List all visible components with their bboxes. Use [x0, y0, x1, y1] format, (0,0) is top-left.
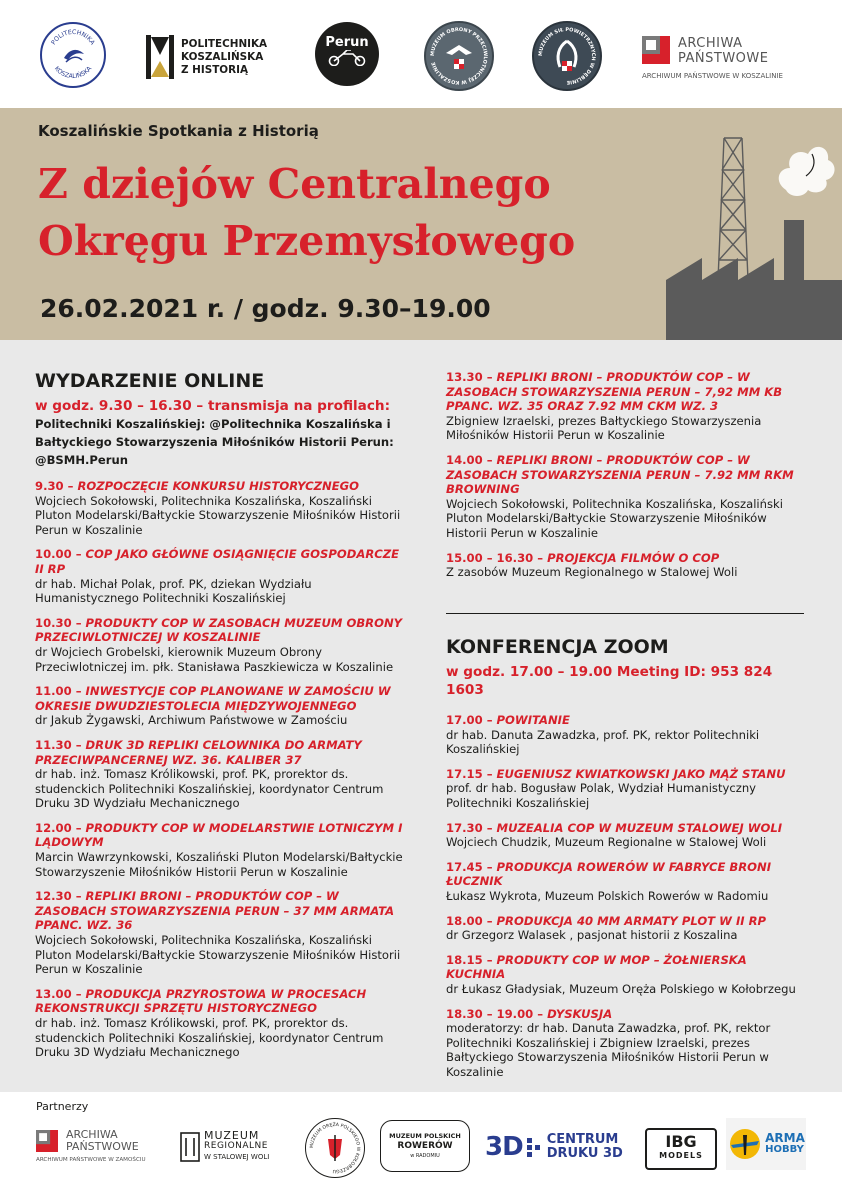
agenda-item-heading: [446, 551, 806, 566]
partner-archiwa-line2: PAŃSTWOWE: [66, 1140, 139, 1153]
agenda-item-title: MUZEALIA COP W MUZEUM STALOWEJ WOLI: [496, 820, 783, 835]
hourglass-icon: [145, 35, 175, 79]
agenda-item: [35, 889, 410, 977]
agenda-item-heading: [446, 713, 808, 728]
agenda-item: [35, 616, 410, 674]
agenda-item-heading: [35, 479, 410, 494]
agenda-item-time: 15.00 – 16.30 –: [446, 550, 548, 565]
agenda-item-title: ROZPOCZĘCIE KONKURSU HISTORYCZNEGO: [77, 479, 360, 493]
agenda-item-description: dr Wojciech Grobelski, kierownik Muzeum Obrony Przeciwlotniczej im. płk. Stanisława Paszkiewicza w Koszalinie: [35, 644, 394, 674]
agenda-item-heading: [446, 370, 806, 414]
agenda-item-time: 11.00 –: [35, 684, 86, 699]
agenda-item-title: INWESTYCJE COP PLANOWANE W ZAMOŚCIU W OKRESIE DWUDZIESTOLECIA MIĘDZYWOJENNEGO: [35, 684, 391, 713]
agenda-item-description: dr Jakub Żygawski, Archiwum Państwowe w Zamościu: [35, 713, 348, 728]
agenda-item-heading: [35, 616, 410, 645]
perun-logo: [315, 22, 379, 86]
partner-mr-sub: W STALOWEJ WOLI: [204, 1153, 270, 1161]
zoom-events-list: [446, 713, 808, 1079]
partner-arma-hobby: [726, 1118, 806, 1170]
agenda-item-time: 14.00 –: [446, 452, 497, 467]
agenda-item-heading: [35, 547, 410, 576]
archiwa-sub: ARCHIWUM PAŃSTWOWE W KOSZALINIE: [642, 72, 783, 80]
agenda-item-description: Zbigniew Izraelski, prezes Bałtyckiego Stowarzyszenia Miłośników Historii Perun w Koszalinie: [446, 413, 762, 443]
mop-ring-text: MUZEUM OBRONY PRZECIWLOTNICZEJ W KOSZALINIE: [429, 26, 489, 86]
archive-square-icon: [642, 36, 670, 64]
agenda-item-description: Wojciech Chudzik, Muzeum Regionalne w Stalowej Woli: [446, 835, 767, 850]
seal-icon: [42, 24, 104, 86]
agenda-item-heading: [446, 860, 808, 889]
agenda-item-description: dr hab. Danuta Zawadzka, prof. PK, rektor Politechniki Koszalińskiej: [446, 727, 760, 757]
online-heading: WYDARZENIE ONLINE: [35, 370, 265, 392]
svg-text:POLITECHNIKA: [50, 29, 96, 47]
agenda-item-time: 10.30 –: [35, 615, 86, 630]
online-section: [35, 370, 410, 1070]
mopk-ring-text: MUZEUM ORĘŻA POLSKIEGO W KOŁOBRZEGU: [309, 1122, 361, 1174]
agenda-item-title: REPLIKI BRONI – PRODUKTÓW COP – W ZASOBACH STOWARZYSZENIA PERUN – 37 MM ARMATA PPANC. WZ. 36: [35, 889, 395, 933]
zoom-section: [446, 636, 808, 1089]
agenda-item: [446, 370, 806, 443]
muzeum-obrony-przeciwlotniczej-logo: [424, 21, 494, 91]
pkzh-line1: POLITECHNIKA: [181, 37, 268, 50]
agenda-item-description: dr Grzegorz Walasek , pasjonat historii z Koszalina: [446, 928, 738, 943]
partner-mr-line1: MUZEUM: [204, 1129, 260, 1142]
motorcycle-icon: [325, 50, 369, 66]
title-line-2: Okręgu Przemysłowego: [38, 217, 576, 265]
partner-muzeum-rowerow: [380, 1120, 470, 1172]
agenda-item-time: 17.30 –: [446, 820, 497, 835]
agenda-item: [446, 767, 808, 811]
agenda-item-title: EUGENIUSZ KWIATKOWSKI JAKO MĄŻ STANU: [496, 766, 786, 781]
partner-ibg-models: [645, 1128, 717, 1170]
agenda-item: [446, 1007, 808, 1080]
partner-mpr-line2: ROWERÓW: [397, 1141, 453, 1151]
sword-seal-icon: [306, 1119, 364, 1177]
online-profiles: Politechniki Koszalińskiej: @Politechnika Koszalińska i Bałtyckiego Stowarzyszenia Miłośników Historii Perun: @BSMH.Perun: [35, 417, 394, 467]
partner-mr-line2: REGIONALNE: [204, 1141, 268, 1151]
archive-square-icon: [36, 1130, 58, 1152]
agenda-item: [35, 547, 410, 605]
svg-text:MUZEUM OBRONY PRZECIWLOTNICZEJ: [430, 27, 488, 85]
agenda-item-time: 17.15 –: [446, 766, 497, 781]
agenda-item: [35, 684, 410, 728]
agenda-item-heading: [35, 821, 410, 850]
agenda-item-description: Łukasz Wykrota, Muzeum Polskich Rowerów w Radomiu: [446, 888, 769, 903]
svg-text:MUZEUM SIŁ POWIETRZNYCH W DĘBL: [538, 27, 596, 85]
agenda-item-title: REPLIKI BRONI – PRODUKTÓW COP – W ZASOBACH STOWARZYSZENIA PERUN – 7,92 MM KB PPANC. WZ. 35 ORAZ 7.92 MM CKM WZ. 3: [446, 370, 783, 414]
agenda-item-title: REPLIKI BRONI – PRODUKTÓW COP – W ZASOBACH STOWARZYSZENIA PERUN – 7.92 MM RKM BROWNING: [446, 452, 794, 497]
agenda-item-title: DYSKUSJA: [547, 1006, 613, 1021]
agenda-item-description: dr hab. inż. Tomasz Królikowski, prof. PK, prorektor ds. studenckich Politechniki Koszalińskiej, koordynator Centrum Druku 3D Wydziału Mechanicznego: [35, 767, 384, 811]
agenda-item-heading: [446, 453, 806, 497]
partner-arma-line2: HOBBY: [765, 1144, 804, 1155]
perun-text: Perun: [325, 34, 369, 50]
agenda-item-description: Wojciech Sokołowski, Politechnika Koszalińska, Koszaliński Pluton Modelarski/Bałtyckie Stowarzyszenie Miłośników Historii Perun w Koszalinie: [446, 496, 783, 540]
series-name: Koszalińskie Spotkania z Historią: [38, 122, 319, 140]
agenda-item-title: PRODUKTY COP W MOP – ŻOŁNIERSKA KUCHNIA: [446, 952, 747, 982]
agenda-item: [446, 860, 808, 904]
agenda-item-heading: [446, 767, 808, 782]
agenda-item-time: 9.30 –: [35, 479, 78, 493]
agenda-item-title: DRUK 3D REPLIKI CELOWNIKA DO ARMATY PRZECIWPANCERNEJ WZ. 36. KALIBER 37: [35, 737, 362, 767]
agenda-item-heading: [446, 1007, 808, 1022]
muzeum-sil-powietrznych-logo: [532, 21, 602, 91]
partner-cd3d-line1: CENTRUM: [546, 1132, 619, 1147]
partner-cd3d-line2: DRUKU 3D: [546, 1146, 623, 1161]
agenda-item-heading: [35, 738, 410, 767]
agenda-item-title: PRODUKTY COP W ZASOBACH MUZEUM OBRONY PRZECIWLOTNICZEJ W KOSZALINIE: [35, 615, 403, 645]
zoom-subheading: w godz. 17.00 – 19.00 Meeting ID: 953 824 1603: [446, 664, 773, 698]
agenda-item-description: Marcin Wawrzynkowski, Koszaliński Pluton Modelarski/Bałtyckie Stowarzyszenie Miłośników Historii Perun w Koszalinie: [35, 850, 403, 879]
archiwa-line2: PAŃSTWOWE: [678, 51, 769, 66]
museum-mark-icon: [180, 1132, 200, 1162]
agenda-item-title: PRODUKCJA 40 MM ARMATY PLOT W II RP: [496, 913, 767, 928]
factory-icon: [666, 120, 842, 340]
agenda-item-title: PRODUKCJA ROWERÓW W FABRYCE BRONI ŁUCZNIK: [446, 859, 772, 889]
agenda-item-heading: [35, 684, 410, 713]
agenda-item: [446, 713, 808, 757]
agenda-item-description: Wojciech Sokołowski, Politechnika Koszalińska, Koszaliński Pluton Modelarski/Bałtyckie Stowarzyszenie Miłośników Historii Perun w Koszalinie: [35, 933, 401, 977]
logo-bar: [0, 0, 842, 108]
agenda-item-description: moderatorzy: dr hab. Danuta Zawadzka, prof. PK, rektor Politechniki Koszalińskiej i Zbigniew Izraelski, prezes Bałtyckiego Stowarzyszenia Miłośników Historii Perun w Koszalinie: [446, 1021, 771, 1079]
agenda-item-heading: [446, 821, 808, 836]
pkzh-line2: KOSZALIŃSKA: [181, 50, 264, 63]
agenda-item-heading: [446, 953, 808, 982]
agenda-item: [446, 953, 808, 997]
partner-muzeum-regionalne: [180, 1130, 284, 1166]
agenda-item-time: 17.00 –: [446, 713, 497, 727]
event-date: 26.02.2021 r. / godz. 9.30–19.00: [40, 294, 491, 323]
partner-cd3d-mark: 3D: [485, 1132, 523, 1162]
agenda-item-title: PRODUKCJA PRZYROSTOWA W PROCESACH REKONSTRUKCJI SPRZĘTU HISTORYCZNEGO: [35, 986, 367, 1016]
partner-muzeum-oreza-polskiego: [305, 1118, 365, 1178]
agenda-item-time: 18.00 –: [446, 913, 497, 928]
online-section-continued: [446, 370, 806, 590]
title-line-1: Z dziejów Centralnego: [38, 160, 551, 208]
agenda-item: [446, 914, 808, 943]
agenda-item: [35, 479, 410, 537]
agenda-item: [446, 821, 808, 850]
partner-mpr-line1: MUZEUM POLSKICH: [389, 1132, 461, 1140]
agenda-item: [35, 738, 410, 811]
wings-icon: [534, 23, 600, 89]
agenda-item-title: PRODUKTY COP W MODELARSTWIE LOTNICZYM I LĄDOWYM: [35, 820, 403, 850]
agenda-item-heading: [35, 889, 410, 933]
partner-archiwa-zamosc: [36, 1128, 166, 1168]
agenda-item-time: 12.30 –: [35, 889, 86, 904]
agenda-item-time: 17.45 –: [446, 859, 497, 874]
partner-archiwa-line1: ARCHIWA: [66, 1128, 118, 1141]
partner-centrum-druku-3d: [485, 1130, 633, 1164]
agenda-item-heading: [35, 987, 410, 1016]
online-events-list-continued: [446, 370, 806, 580]
airplane-icon: [727, 1127, 763, 1161]
agenda-item-heading: [446, 914, 808, 929]
agenda-item-description: dr Łukasz Gładysiak, Muzeum Oręża Polskiego w Kołobrzegu: [446, 981, 796, 996]
pkzh-line3: Z HISTORIĄ: [181, 63, 249, 76]
agenda-item-time: 11.30 –: [35, 737, 86, 752]
svg-text:KOSZALIŃSKA: [53, 65, 94, 80]
partner-ibg-line1: IBG: [665, 1132, 697, 1151]
partner-archiwa-sub: ARCHIWUM PAŃSTWOWE W ZAMOŚCIU: [36, 1157, 146, 1163]
online-subheading: w godz. 9.30 – 16.30 – transmisja na profilach:: [35, 398, 391, 414]
agenda-item: [446, 453, 806, 541]
agenda-item-title: POWITANIE: [496, 713, 570, 727]
archiwa-line1: ARCHIWA: [678, 36, 743, 51]
agenda-item-description: dr hab. Michał Polak, prof. PK, dziekan Wydziału Humanistycznego Politechniki Koszalińskiej: [35, 576, 312, 606]
partners-label: Partnerzy: [36, 1100, 89, 1113]
agenda-item: [35, 821, 410, 879]
politechnika-koszalinska-logo: [40, 22, 106, 88]
agenda-item-description: prof. dr hab. Bogusław Polak, Wydział Humanistyczny Politechniki Koszalińskiej: [446, 781, 757, 810]
seal-top-text: POLITECHNIKA: [50, 28, 96, 47]
eagle-shield-icon: [426, 23, 492, 89]
page-title: [38, 156, 698, 270]
dots-icon: [527, 1136, 543, 1158]
agenda-item-time: 13.00 –: [35, 986, 86, 1001]
agenda-item-title: PROJEKCJA FILMÓW O COP: [547, 550, 720, 565]
online-events-list: [35, 479, 410, 1060]
agenda-item-description: Wojciech Sokołowski, Politechnika Koszalińska, Koszaliński Pluton Modelarski/Bałtyckie Stowarzyszenie Miłośników Historii Perun w Koszalinie: [35, 493, 401, 537]
partner-ibg-line2: MODELS: [659, 1151, 703, 1160]
agenda-item: [446, 551, 806, 580]
agenda-item-description: Z zasobów Muzeum Regionalnego w Stalowej Woli: [446, 565, 738, 580]
agenda-item-time: 12.00 –: [35, 820, 86, 835]
zoom-heading: KONFERENCJA ZOOM: [446, 636, 669, 658]
partner-mpr-sub: w RADOMIU: [410, 1153, 440, 1159]
partner-arma-line1: ARMA: [765, 1131, 805, 1145]
agenda-item-time: 13.30 –: [446, 370, 497, 384]
agenda-item-title: COP JAKO GŁÓWNE OSIĄGNIĘCIE GOSPODARCZE II RP: [35, 547, 400, 576]
agenda-item-time: 18.30 – 19.00 –: [446, 1006, 548, 1021]
archiwa-panstwowe-logo: [642, 36, 812, 84]
agenda-item: [35, 987, 410, 1060]
msp-ring-text: MUZEUM SIŁ POWIETRZNYCH W DĘBLINIE: [537, 26, 597, 86]
agenda-item-time: 10.00 –: [35, 547, 86, 562]
seal-bottom-text: KOSZALIŃSKA: [52, 65, 94, 81]
pk-z-historia-logo: [145, 34, 270, 80]
agenda-item-description: dr hab. inż. Tomasz Królikowski, prof. PK, prorektor ds. studenckich Politechniki Koszalińskiej, koordynator Centrum Druku 3D Wydziału Mechanicznego: [35, 1016, 384, 1060]
section-divider: [446, 613, 804, 614]
agenda-item-time: 18.15 –: [446, 952, 497, 967]
